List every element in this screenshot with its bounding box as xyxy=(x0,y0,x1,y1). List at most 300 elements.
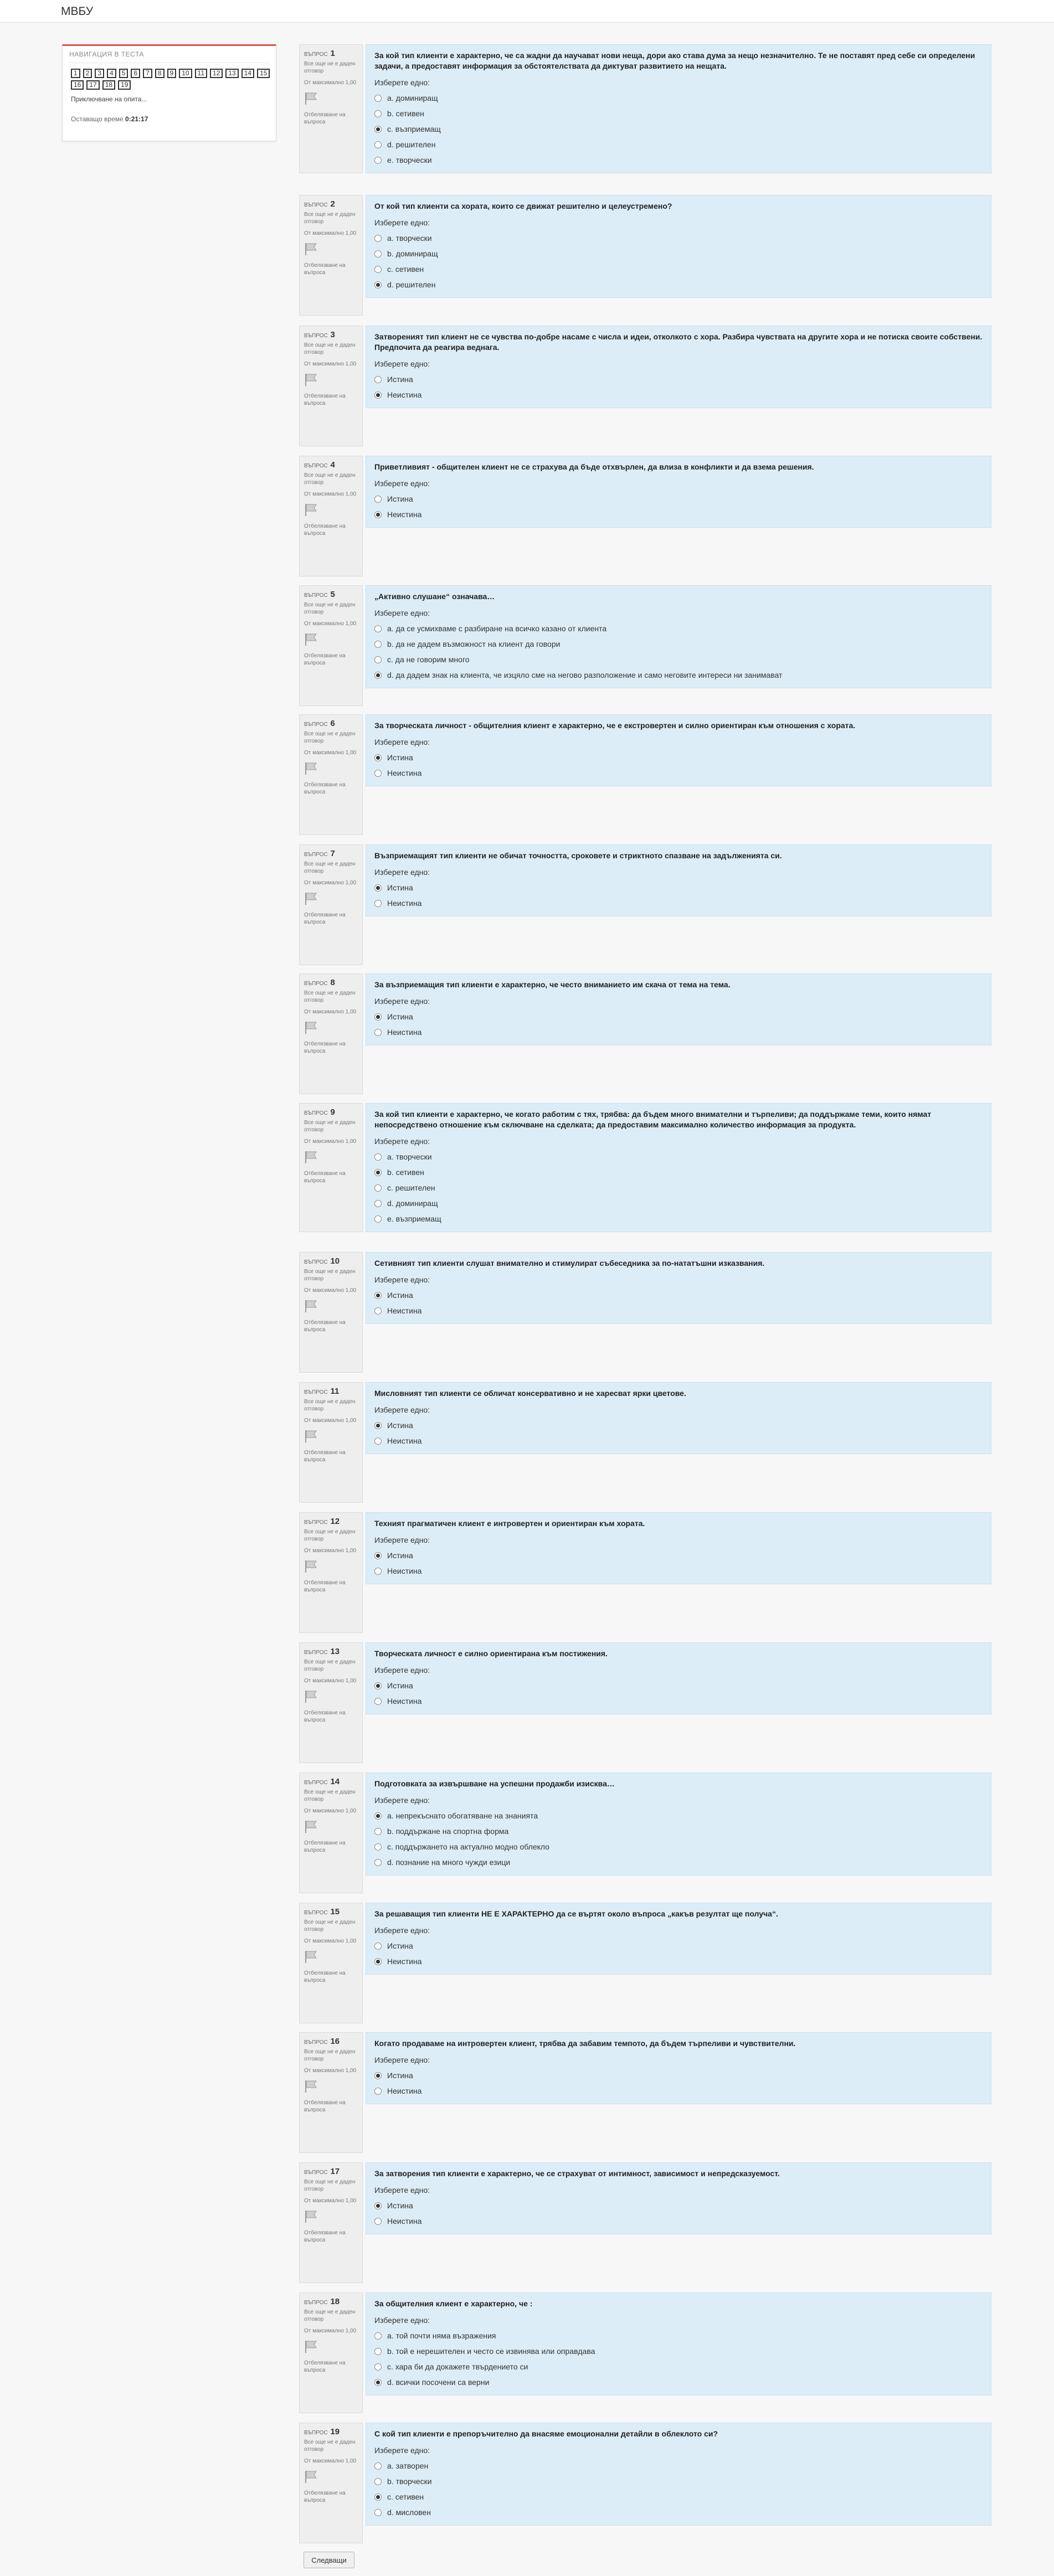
radio-button[interactable] xyxy=(374,2072,382,2079)
answer-list xyxy=(374,1009,983,1040)
answer-option[interactable] xyxy=(374,1180,983,1196)
answer-label[interactable]: b. поддържане на спортна форма xyxy=(387,1827,509,1836)
question-state: Все още не е даден отговор xyxy=(304,1120,356,1133)
question-grade: От максимално 1,00 xyxy=(304,2458,357,2464)
answer-label[interactable]: Истина xyxy=(387,1421,413,1430)
question-info xyxy=(299,1642,363,1763)
answer-option[interactable] xyxy=(374,1024,983,1040)
flag-question-link[interactable]: Отбелязване на въпроса xyxy=(304,393,346,406)
answer-list xyxy=(374,750,983,781)
question-grade: От максимално 1,00 xyxy=(304,1418,357,1424)
radio-button[interactable] xyxy=(374,141,382,148)
question-number: ВЪПРОС 6 xyxy=(304,719,335,728)
flag-icon[interactable] xyxy=(304,1021,358,1036)
radio-button[interactable] xyxy=(374,2509,382,2516)
nav-question-button[interactable]: 13 xyxy=(225,69,238,78)
question-content xyxy=(366,1642,991,1714)
nav-question-button[interactable]: 3 xyxy=(95,69,104,78)
answer-list xyxy=(374,1548,983,1579)
answer-label[interactable]: b. доминиращ xyxy=(387,249,438,258)
nav-question-button[interactable]: 8 xyxy=(155,69,164,78)
next-page-button[interactable]: Следващи xyxy=(304,2552,354,2568)
answer-label[interactable]: a. доминиращ xyxy=(387,94,438,102)
flag-icon[interactable] xyxy=(304,1820,358,1835)
question-state: Все още не е даден отговор xyxy=(304,472,356,486)
answer-option[interactable] xyxy=(374,372,983,387)
answer-option[interactable] xyxy=(374,261,983,277)
answer-option[interactable] xyxy=(374,2198,983,2213)
flag-question-link[interactable]: Отбелязване на въпроса xyxy=(304,112,346,125)
answer-option[interactable] xyxy=(374,106,983,121)
radio-button[interactable] xyxy=(374,1169,382,1176)
radio-button[interactable] xyxy=(374,95,382,102)
nav-question-button[interactable]: 10 xyxy=(179,69,192,78)
flag-icon[interactable] xyxy=(304,2080,358,2095)
radio-button[interactable] xyxy=(374,1184,382,1192)
answer-label[interactable]: Неистина xyxy=(387,1306,422,1315)
answer-option[interactable] xyxy=(374,1854,983,1870)
answer-label[interactable]: Истина xyxy=(387,753,413,762)
radio-button[interactable] xyxy=(374,1200,382,1207)
radio-button[interactable] xyxy=(374,250,382,257)
question-text: За възприемащия тип клиенти е характерно, че често вниманието им скача от тема на тема. xyxy=(374,980,731,989)
radio-button[interactable] xyxy=(374,1153,382,1161)
answer-option[interactable] xyxy=(374,2328,983,2343)
answer-label[interactable]: a. той почти няма възражения xyxy=(387,2331,496,2340)
answer-label[interactable]: b. той е нерешителен и често се извинява или оправдава xyxy=(387,2347,595,2356)
answer-option[interactable] xyxy=(374,507,983,522)
flag-icon[interactable] xyxy=(304,1430,358,1445)
question-state: Все още не е даден отговор xyxy=(304,602,356,615)
flag-question-link[interactable]: Отбелязване на въпроса xyxy=(304,782,346,795)
question-number: ВЪПРОС 10 xyxy=(304,1256,340,1266)
question-text: За творческата личност - общителния клиент е характерно, че е екстровертен и силно ориентиран към отношения с хората. xyxy=(374,721,856,730)
answer-prompt: Изберете едно: xyxy=(374,2055,430,2064)
question-info xyxy=(299,1903,363,2023)
answer-option[interactable] xyxy=(374,1839,983,1854)
answer-label[interactable]: c. сетивен xyxy=(387,265,424,274)
question-grade: От максимално 1,00 xyxy=(304,230,357,236)
question-info xyxy=(299,1773,363,1893)
answer-label[interactable]: Неистина xyxy=(387,1697,422,1706)
nav-question-button[interactable]: 5 xyxy=(119,69,128,78)
question-grade: От максимално 1,00 xyxy=(304,2328,357,2334)
answer-label[interactable]: Неистина xyxy=(387,2086,422,2095)
answer-label[interactable]: a. творчески xyxy=(387,1152,432,1161)
answer-option[interactable] xyxy=(374,1678,983,1693)
answer-label[interactable]: c. да не говорим много xyxy=(387,655,470,664)
answer-option[interactable] xyxy=(374,1303,983,1318)
answer-option[interactable] xyxy=(374,246,983,261)
radio-button[interactable] xyxy=(374,376,382,383)
question-text: С кой тип клиенти е препоръчително да внасяме емоционални детайли в облеклото си? xyxy=(374,2429,718,2438)
answer-option[interactable] xyxy=(374,2083,983,2099)
nav-question-button[interactable]: 7 xyxy=(143,69,152,78)
answer-option[interactable] xyxy=(374,230,983,246)
question-text: Възприемащият тип клиенти не обичат точността, сроковете и стриктното спазване на задълженията си. xyxy=(374,851,782,860)
flag-question-link[interactable]: Отбелязване на въпроса xyxy=(304,1320,346,1333)
radio-button[interactable] xyxy=(374,2332,382,2340)
question-state: Все още не е даден отговор xyxy=(304,1919,356,1933)
radio-button[interactable] xyxy=(374,1029,382,1036)
flag-question-link[interactable]: Отбелязване на въпроса xyxy=(304,2490,346,2503)
answer-label[interactable]: a. творчески xyxy=(387,234,432,243)
quiz-navigation-title: НАВИГАЦИЯ В ТЕСТА xyxy=(69,50,269,63)
answer-prompt: Изберете едно: xyxy=(374,1796,430,1805)
answer-label[interactable]: Неистина xyxy=(387,2217,422,2225)
question-number: ВЪПРОС 13 xyxy=(304,1647,340,1656)
answer-label[interactable]: a. непрекъснато обогатяване на знанията xyxy=(387,1811,538,1820)
time-remaining xyxy=(71,115,276,123)
answer-label[interactable]: Неистина xyxy=(387,390,422,399)
radio-button[interactable] xyxy=(374,110,382,117)
question-number: ВЪПРОС 18 xyxy=(304,2297,340,2306)
answer-label[interactable]: Истина xyxy=(387,883,413,892)
radio-button[interactable] xyxy=(374,1843,382,1851)
answer-option[interactable] xyxy=(374,1211,983,1227)
answer-label[interactable]: Истина xyxy=(387,1681,413,1690)
radio-button[interactable] xyxy=(374,1682,382,1689)
answer-label[interactable]: d. мисловен xyxy=(387,2508,431,2517)
answer-option[interactable] xyxy=(374,765,983,781)
question-info xyxy=(299,2423,363,2543)
answer-prompt: Изберете едно: xyxy=(374,997,430,1006)
question-state: Все още не е даден отговор xyxy=(304,2309,356,2322)
answer-label[interactable]: a. да се усмихваме с разбиране на всичко казано от клиента xyxy=(387,624,607,633)
radio-button[interactable] xyxy=(374,391,382,399)
flag-question-link[interactable]: Отбелязване на въпроса xyxy=(304,2100,346,2113)
radio-button[interactable] xyxy=(374,625,382,632)
answer-option[interactable] xyxy=(374,1808,983,1823)
radio-button[interactable] xyxy=(374,1958,382,1965)
nav-question-button[interactable]: 17 xyxy=(86,80,99,90)
flag-question-link[interactable]: Отбелязване на въпроса xyxy=(304,523,346,537)
answer-option[interactable] xyxy=(374,880,983,895)
question-grade: От максимално 1,00 xyxy=(304,80,357,86)
answer-option[interactable] xyxy=(374,277,983,292)
radio-button[interactable] xyxy=(374,496,382,503)
radio-button[interactable] xyxy=(374,1013,382,1021)
answer-prompt: Изберете едно: xyxy=(374,2316,430,2325)
question-state: Все още не е даден отговор xyxy=(304,1789,356,1802)
radio-button[interactable] xyxy=(374,1943,382,1950)
answer-label[interactable]: Неистина xyxy=(387,769,422,777)
nav-question-button[interactable]: 6 xyxy=(131,69,140,78)
answer-label[interactable]: c. поддържането на актуално модно облекло xyxy=(387,1842,549,1851)
answer-option[interactable] xyxy=(374,2359,983,2374)
flag-question-link[interactable]: Отбелязване на въпроса xyxy=(304,1710,346,1723)
question-state: Все още не е даден отговор xyxy=(304,1659,356,1672)
nav-question-button[interactable]: 9 xyxy=(167,69,177,78)
answer-label[interactable]: b. да не дадем възможност на клиент да говори xyxy=(387,640,561,648)
flag-icon[interactable] xyxy=(304,1560,358,1575)
flag-icon[interactable] xyxy=(304,1690,358,1705)
answer-option[interactable] xyxy=(374,1548,983,1563)
answer-option[interactable] xyxy=(374,2343,983,2359)
answer-label[interactable]: d. доминиращ xyxy=(387,1199,438,1208)
flag-question-link[interactable]: Отбелязване на въпроса xyxy=(304,912,346,925)
answer-option[interactable] xyxy=(374,636,983,652)
radio-button[interactable] xyxy=(374,900,382,907)
nav-question-button[interactable]: 15 xyxy=(257,69,270,78)
radio-button[interactable] xyxy=(374,2478,382,2485)
answer-option[interactable] xyxy=(374,387,983,403)
question-info xyxy=(299,973,363,1094)
flag-question-link[interactable]: Отбелязване на въпроса xyxy=(304,1171,346,1184)
question-number: ВЪПРОС 19 xyxy=(304,2427,340,2436)
question-info xyxy=(299,2292,363,2413)
answer-prompt: Изберете едно: xyxy=(374,479,430,488)
flag-icon[interactable] xyxy=(304,1950,358,1965)
answer-label[interactable]: b. сетивен xyxy=(387,109,424,118)
question-grade: От максимално 1,00 xyxy=(304,880,357,886)
answer-label[interactable]: d. всички посочени са верни xyxy=(387,2378,490,2387)
radio-button[interactable] xyxy=(374,2462,382,2470)
radio-button[interactable] xyxy=(374,1552,382,1559)
answer-option[interactable] xyxy=(374,121,983,137)
timer-value: 0:21:17 xyxy=(125,115,148,123)
answer-label[interactable]: c. възприемащ xyxy=(387,125,441,133)
answer-option[interactable] xyxy=(374,1196,983,1211)
question-state: Все още не е даден отговор xyxy=(304,2179,356,2192)
flag-icon[interactable] xyxy=(304,1300,358,1315)
nav-question-button[interactable]: 14 xyxy=(241,69,254,78)
radio-button[interactable] xyxy=(374,2379,382,2386)
question-grade: От максимално 1,00 xyxy=(304,1287,357,1294)
answer-prompt: Изберете едно: xyxy=(374,218,430,227)
radio-button[interactable] xyxy=(374,1812,382,1820)
answer-option[interactable] xyxy=(374,2474,983,2489)
flag-question-link[interactable]: Отбелязване на въпроса xyxy=(304,653,346,666)
answer-label[interactable]: c. сетивен xyxy=(387,2492,424,2501)
flag-question-link[interactable]: Отбелязване на въпроса xyxy=(304,1450,346,1463)
radio-button[interactable] xyxy=(374,511,382,518)
question-grade: От максимално 1,00 xyxy=(304,750,357,756)
question-info xyxy=(299,195,363,316)
radio-button[interactable] xyxy=(374,2493,382,2501)
flag-icon[interactable] xyxy=(304,633,358,648)
flag-question-link[interactable]: Отбелязване на въпроса xyxy=(304,1041,346,1054)
answer-option[interactable] xyxy=(374,1418,983,1433)
radio-button[interactable] xyxy=(374,1292,382,1299)
nav-question-button[interactable]: 18 xyxy=(102,80,115,90)
answer-option[interactable] xyxy=(374,2374,983,2390)
answer-option[interactable] xyxy=(374,491,983,507)
answer-label[interactable]: a. затворен xyxy=(387,2461,429,2470)
answer-label[interactable]: Истина xyxy=(387,2201,413,2210)
site-brand[interactable]: МВБУ xyxy=(61,5,94,18)
radio-button[interactable] xyxy=(374,266,382,273)
question-state: Все още не е даден отговор xyxy=(304,1269,356,1282)
answer-label[interactable]: e. възприемащ xyxy=(387,1214,441,1223)
question-text: От кой тип клиенти са хората, които се движат решително и целеустремено? xyxy=(374,202,672,210)
answer-label[interactable]: b. сетивен xyxy=(387,1168,424,1177)
answer-option[interactable] xyxy=(374,2458,983,2474)
flag-icon[interactable] xyxy=(304,2210,358,2225)
answer-option[interactable] xyxy=(374,1165,983,1180)
flag-question-link[interactable]: Отбелязване на въпроса xyxy=(304,1970,346,1983)
answer-option[interactable] xyxy=(374,667,983,683)
flag-question-link[interactable]: Отбелязване на въпроса xyxy=(304,1580,346,1593)
answer-option[interactable] xyxy=(374,90,983,106)
answer-list xyxy=(374,372,983,403)
radio-button[interactable] xyxy=(374,1438,382,1445)
question-text: За кой тип клиенти е характерно, че когато работим с тях, трябва: да бъдем много внимателни и търпеливи; да поддържаме теми, които нямат непосредствено отношение към сключване на сделката; да предоставим максимално количество информация за продукта. xyxy=(374,1110,932,1129)
radio-button[interactable] xyxy=(374,770,382,777)
radio-button[interactable] xyxy=(374,656,382,663)
question-grade: От максимално 1,00 xyxy=(304,1138,357,1145)
flag-icon[interactable] xyxy=(304,2340,358,2355)
question-number: ВЪПРОС 5 xyxy=(304,590,335,599)
answer-label[interactable]: c. хара би да докажете твърдението си xyxy=(387,2362,528,2371)
flag-icon[interactable] xyxy=(304,373,358,388)
answer-option[interactable] xyxy=(374,1954,983,1969)
question-grade: От максимално 1,00 xyxy=(304,491,357,497)
answer-label[interactable]: Истина xyxy=(387,2071,413,2080)
question-grade: От максимално 1,00 xyxy=(304,1009,357,1015)
answer-option[interactable] xyxy=(374,895,983,911)
flag-question-link[interactable]: Отбелязване на въпроса xyxy=(304,2230,346,2243)
answer-label[interactable]: d. решителен xyxy=(387,280,436,289)
answer-option[interactable] xyxy=(374,1287,983,1303)
answer-option[interactable] xyxy=(374,1693,983,1709)
radio-button[interactable] xyxy=(374,1698,382,1705)
radio-button[interactable] xyxy=(374,1828,382,1835)
answer-option[interactable] xyxy=(374,1433,983,1449)
answer-label[interactable]: Неистина xyxy=(387,1957,422,1966)
answer-prompt: Изберете едно: xyxy=(374,609,430,617)
answer-option[interactable] xyxy=(374,652,983,667)
question-content xyxy=(366,714,991,786)
question-content xyxy=(366,2423,991,2526)
answer-label[interactable]: Истина xyxy=(387,1291,413,1300)
nav-question-button[interactable]: 12 xyxy=(210,69,223,78)
answer-label[interactable]: Неистина xyxy=(387,1567,422,1575)
answer-list xyxy=(374,880,983,911)
answer-label[interactable]: Неистина xyxy=(387,1436,422,1445)
question-content xyxy=(366,2032,991,2104)
answer-option[interactable] xyxy=(374,2489,983,2505)
answer-label[interactable]: d. да дадем знак на клиента, че изцяло сме на негово разположение и само неговите интереси ни занимават xyxy=(387,671,783,679)
radio-button[interactable] xyxy=(374,884,382,892)
nav-question-button[interactable]: 1 xyxy=(71,69,80,78)
nav-question-button[interactable]: 4 xyxy=(107,69,116,78)
answer-label[interactable]: d. познание на много чужди езици xyxy=(387,1858,511,1867)
answer-prompt: Изберете едно: xyxy=(374,2446,430,2455)
radio-button[interactable] xyxy=(374,2202,382,2209)
radio-button[interactable] xyxy=(374,641,382,648)
radio-button[interactable] xyxy=(374,281,382,288)
quiz-navigation-block xyxy=(62,44,276,141)
answer-option[interactable] xyxy=(374,2213,983,2229)
answer-option[interactable] xyxy=(374,137,983,152)
answer-option[interactable] xyxy=(374,152,983,168)
answer-label[interactable]: Неистина xyxy=(387,510,422,519)
answer-option[interactable] xyxy=(374,750,983,765)
answer-option[interactable] xyxy=(374,2068,983,2083)
answer-label[interactable]: Истина xyxy=(387,375,413,384)
question-text: Когато продаваме на интровертен клиент, трябва да забавим темпото, да бъдем търпеливи и чувствителни. xyxy=(374,2039,796,2048)
nav-question-button[interactable]: 2 xyxy=(83,69,92,78)
question-state: Все още не е даден отговор xyxy=(304,212,356,225)
question-text: „Активно слушане“ означава… xyxy=(374,592,495,601)
flag-question-link[interactable]: Отбелязване на въпроса xyxy=(304,1840,346,1853)
answer-option[interactable] xyxy=(374,1149,983,1165)
answer-option[interactable] xyxy=(374,1823,983,1839)
radio-button[interactable] xyxy=(374,157,382,164)
question-state: Все още не е даден отговор xyxy=(304,2049,356,2062)
question-button-grid xyxy=(71,69,270,90)
flag-question-link[interactable]: Отбелязване на въпроса xyxy=(304,2360,346,2373)
answer-label[interactable]: Неистина xyxy=(387,1028,422,1037)
question-text: Творческата личност е силно ориентирана към постижения. xyxy=(374,1649,608,1658)
flag-icon[interactable] xyxy=(304,762,358,777)
answer-option[interactable] xyxy=(374,1938,983,1954)
finish-attempt-link[interactable]: Приключване на опита... xyxy=(71,95,147,103)
answer-option[interactable] xyxy=(374,621,983,636)
nav-question-button[interactable]: 19 xyxy=(118,80,131,90)
answer-label[interactable]: Истина xyxy=(387,1551,413,1560)
flag-icon[interactable] xyxy=(304,503,358,518)
answer-label[interactable]: Неистина xyxy=(387,899,422,908)
question-grade: От максимално 1,00 xyxy=(304,361,357,367)
flag-icon[interactable] xyxy=(304,92,358,107)
answer-label[interactable]: Истина xyxy=(387,1012,413,1021)
radio-button[interactable] xyxy=(374,2363,382,2371)
radio-button[interactable] xyxy=(374,2218,382,2225)
question-number: ВЪПРОС 16 xyxy=(304,2037,340,2046)
question-grade: От максимално 1,00 xyxy=(304,1938,357,1944)
radio-button[interactable] xyxy=(374,1422,382,1429)
radio-button[interactable] xyxy=(374,1568,382,1575)
radio-button[interactable] xyxy=(374,1307,382,1315)
answer-label[interactable]: Истина xyxy=(387,1941,413,1950)
question-number: ВЪПРОС 9 xyxy=(304,1107,335,1117)
radio-button[interactable] xyxy=(374,235,382,242)
answer-option[interactable] xyxy=(374,1563,983,1579)
answer-prompt: Изберете едно: xyxy=(374,1926,430,1935)
answer-prompt: Изберете едно: xyxy=(374,78,430,87)
nav-question-button[interactable]: 11 xyxy=(195,69,207,78)
radio-button[interactable] xyxy=(374,754,382,761)
flag-icon[interactable] xyxy=(304,1151,358,1166)
answer-option[interactable] xyxy=(374,1009,983,1024)
answer-list xyxy=(374,621,983,683)
flag-icon[interactable] xyxy=(304,892,358,907)
question-grade: От максимално 1,00 xyxy=(304,1678,357,1684)
nav-question-button[interactable]: 16 xyxy=(71,80,84,90)
question-text: За общителния клиент е характерно, че : xyxy=(374,2299,533,2308)
question-text: Подготовката за извършване на успешни продажби изисква… xyxy=(374,1779,615,1788)
question-number: ВЪПРОС 2 xyxy=(304,199,335,209)
question-number: ВЪПРОС 11 xyxy=(304,1387,340,1396)
flag-icon[interactable] xyxy=(304,243,358,257)
radio-button[interactable] xyxy=(374,672,382,679)
answer-label[interactable]: d. решителен xyxy=(387,140,436,149)
answer-label[interactable]: b. творчески xyxy=(387,2477,432,2486)
radio-button[interactable] xyxy=(374,126,382,133)
answer-label[interactable]: Истина xyxy=(387,494,413,503)
radio-button[interactable] xyxy=(374,2088,382,2095)
flag-question-link[interactable]: Отбелязване на въпроса xyxy=(304,262,346,276)
answer-label[interactable]: c. решителен xyxy=(387,1183,435,1192)
answer-label[interactable]: e. творчески xyxy=(387,156,432,164)
radio-button[interactable] xyxy=(374,2348,382,2355)
radio-button[interactable] xyxy=(374,1859,382,1866)
answer-option[interactable] xyxy=(374,2505,983,2520)
flag-icon[interactable] xyxy=(304,2470,358,2485)
radio-button[interactable] xyxy=(374,1215,382,1223)
